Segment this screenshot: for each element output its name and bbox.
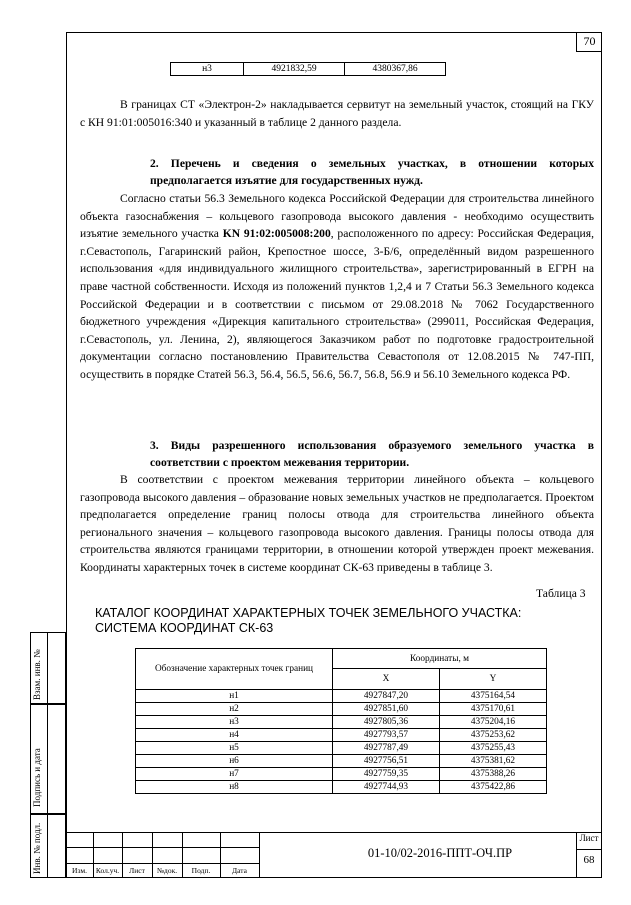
section2-text-before: Согласно статьи 56.3 Земельного кодекса Российской Федерации для строительства линейного объекта газоснабжения – кольцевого газопровода высокого давления - необходимо осуществить изъятие земельного участка [80, 192, 594, 241]
vzam-label: Взам. инв. № [32, 649, 42, 700]
table-row [136, 703, 547, 716]
catalog-title-line1: КАТАЛОГ КООРДИНАТ ХАРАКТЕРНЫХ ТОЧЕК ЗЕМЕЛЬНОГО УЧАСТКА: [95, 606, 522, 620]
col-x-header: X [333, 669, 440, 690]
cell-x: 4927787,49 [333, 742, 440, 755]
stamp-label-ndok: №док. [156, 866, 178, 875]
section2-text-after: , расположенного по адресу: Российская Федерация, г.Севастополь, Гагаринский район, Крепостное шоссе, 3-Б/6, определённый видом разрешенного использования «для индивидуального жилищного строительства», зарегистрированный в ЕГРН на праве частной собственности. Исходя из положений пунктов 1,2,4 и 7 Статьи 56.3 Земельного кодекса Российской Федерации и в соответствии с письмом от 29.08.2018 № 7062 Государственного бюджетного учреждения «Дирекция капитального строительства» (299011, Российская Федерация, г.Севастополь, ул. Ленина, 2), являющегося Заказчиком работ по подготовке градостроительной документации согласно постановлению Правительства Севастополя от 12.08.2015 № 747-ПП, осуществить в порядке Статей 56.3, 56.4, 56.5, 56.6, 56.7, 56.8, 56.9 и 56.10 Земельного кодекса РФ. [80, 227, 594, 381]
catalog-title [95, 606, 521, 636]
table-row [136, 729, 547, 742]
table-row [136, 742, 547, 755]
stamp-label-kolvo: Кол.уч. [95, 866, 120, 875]
table-row [136, 755, 547, 768]
cell-y: 4375164,54 [440, 690, 547, 703]
stamp-label-data: Дата [232, 866, 247, 875]
col-y-header: Y [440, 669, 547, 690]
intro-text: В границах СТ «Электрон-2» накладывается сервитут на земельный участок, стоящий на ГКУ с КН 91:01:005016:340 и указанный в таблице 2 данного раздела. [80, 98, 594, 129]
table-row [136, 768, 547, 781]
cell-y: 4375255,43 [440, 742, 547, 755]
stamp-label-list: Лист [129, 866, 145, 875]
section2-heading: 2. Перечень и сведения о земельных участках, в отношении которых предполагается изъятие для государственных нужд. [150, 157, 594, 187]
table-row [136, 716, 547, 729]
document-code: 01-10/02-2016-ППТ-ОЧ.ПР [367, 846, 513, 860]
section3-heading: 3. Виды разрешенного использования образуемого земельного участка в соответствии с проектом межевания территории. [150, 439, 594, 469]
cell-x: 4927805,36 [333, 716, 440, 729]
cell-y: 4375381,62 [440, 755, 547, 768]
catalog-title-line2: СИСТЕМА КООРДИНАТ СК-63 [95, 621, 274, 635]
cell-point: н8 [136, 781, 333, 794]
cell-x: 4927756,51 [333, 755, 440, 768]
cell-point: н3 [136, 716, 333, 729]
cell-point: н6 [136, 755, 333, 768]
cell-point: н5 [136, 742, 333, 755]
cell-x: 4927847,20 [333, 690, 440, 703]
top-x: 4921832,59 [244, 63, 345, 76]
cell-point: н7 [136, 768, 333, 781]
list-label: Лист [579, 833, 599, 843]
cell-y: 4375170,61 [440, 703, 547, 716]
stamp-label-podp: Подп. [191, 866, 211, 875]
col-point-header: Обозначение характерных точек границ [136, 649, 333, 690]
cell-y: 4375422,86 [440, 781, 547, 794]
podpis-label: Подпись и дата [32, 748, 42, 807]
intro-paragraph [80, 96, 594, 131]
cell-point: н2 [136, 703, 333, 716]
cell-y: 4375253,62 [440, 729, 547, 742]
inv-label: Инв. № подл. [32, 822, 42, 874]
cell-x: 4927759,35 [333, 768, 440, 781]
table-row [136, 781, 547, 794]
section3-paragraph [80, 471, 594, 577]
cell-y: 4375388,26 [440, 768, 547, 781]
coordinates-table [135, 648, 547, 794]
cell-point: н1 [136, 690, 333, 703]
top-table-fragment [170, 62, 446, 76]
table-row [171, 63, 446, 76]
table-caption: Таблица 3 [536, 587, 586, 600]
top-point: н3 [171, 63, 244, 76]
cell-y: 4375204,16 [440, 716, 547, 729]
section3-text: В соответствии с проектом межевания территории линейного объекта – кольцевого газопровода высокого давления – образование новых земельных участков не предполагается. Проектом предполагается определение границ полосы отвода для строительства линейного объекта регионального значения – кольцевого газопровода высокого давления. Границы полосы отвода для строительства являются границами территории, в отношении которой утвержден проект межевания. Координаты характерных точек в системе координат СК-63 приведены в таблице 3. [80, 473, 594, 574]
section2-paragraph [80, 190, 594, 384]
list-number: 68 [583, 854, 595, 866]
cell-x: 4927793,57 [333, 729, 440, 742]
col-coords-header: Координаты, м [333, 649, 547, 669]
sheet-number: 70 [576, 32, 602, 52]
cell-point: н4 [136, 729, 333, 742]
stamp-label-izm: Изм. [72, 866, 87, 875]
cadastral-number: KN 91:02:005008:200 [222, 227, 331, 241]
cell-x: 4927744,93 [333, 781, 440, 794]
cell-x: 4927851,60 [333, 703, 440, 716]
top-y: 4380367,86 [345, 63, 446, 76]
table-row [136, 690, 547, 703]
